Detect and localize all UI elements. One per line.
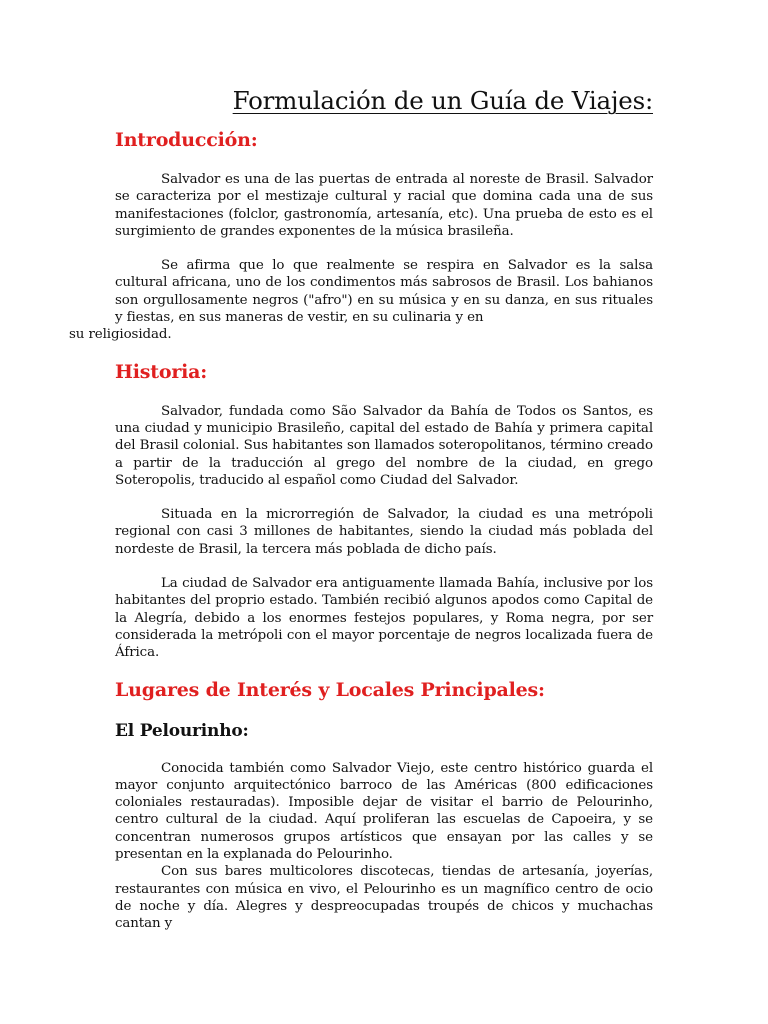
section-heading-historia: Historia: xyxy=(115,360,208,383)
historia-paragraph-3: La ciudad de Salvador era antiguamente llamada Bahía, inclusive por los habitantes del proprio estado. También recibió algunos apodos como Capital de la Alegría, debido a los enormes festejos populares, y Roma negra, por ser considerada la metrópoli con el mayor porcentaje de negros localizada fuera de África. xyxy=(115,576,653,661)
document-title: Formulación de un Guía de Viajes: xyxy=(232,86,653,115)
subsection-heading-pelourinho: El Pelourinho: xyxy=(115,720,249,741)
historia-paragraph-2: Situada en la microrregión de Salvador, la ciudad es una metrópoli regional con casi 3 millones de habitantes, siendo la ciudad más poblada del nordeste de Brasil, la tercera más poblada de dicho país. xyxy=(115,507,653,557)
section-heading-introduccion: Introducción: xyxy=(115,129,258,151)
intro-paragraph-2 xyxy=(69,257,653,343)
pelourinho-paragraph-1: Conocida también como Salvador Viejo, este centro histórico guarda el mayor conjunto arquitectónico barroco de las Américas (800 edificaciones coloniales restauradas). Imposible dejar de visitar el barrio de Pelourinho, centro cultural de la ciudad. Aquí proliferan las escuelas de Capoeira, y se concentran numerosos grupos artísticos que ensayan por las calles y se presentan en la explanada do Pelourinho. xyxy=(115,760,653,863)
intro-paragraph-1: Salvador es una de las puertas de entrada al noreste de Brasil. Salvador se caracteriza por el mestizaje cultural y racial que domina cada una de sus manifestaciones (folclor, gastronomía, artesanía, etc). Una prueba de esto es el surgimiento de grandes exponentes de la música brasileña. xyxy=(115,172,653,239)
intro-paragraph-2-text: Se afirma que lo que realmente se respira en Salvador es la salsa cultural africana, uno de los condimentos más sabrosos de Brasil. Los bahianos son orgullosamente negros ("afro") en su música y en su danza, en sus rituales y fiestas, en sus maneras de vestir, en su culinaria y en xyxy=(115,258,653,326)
section-heading-lugares: Lugares de Interés y Locales Principales: xyxy=(115,678,545,701)
pelourinho-paragraph-2: Con sus bares multicolores discotecas, tiendas de artesanía, joyerías, restaurantes con música en vivo, el Pelourinho es un magnífico centro de ocio de noche y día. Alegres y despreocupadas troupés de chicos y muchachas cantan y xyxy=(115,864,653,932)
historia-paragraph-1: Salvador, fundada como São Salvador da Bahía de Todos os Santos, es una ciudad y municipio Brasileño, capital del estado de Bahía y primera capital del Brasil colonial. Sus habitantes son llamados soteropolitanos, término creado a partir de la traducción al grego del nombre de la ciudad, en grego Soteropolis, traducido al español como Ciudad del Salvador. xyxy=(115,403,653,488)
intro-paragraph-2-last-line: su religiosidad. xyxy=(69,327,172,343)
